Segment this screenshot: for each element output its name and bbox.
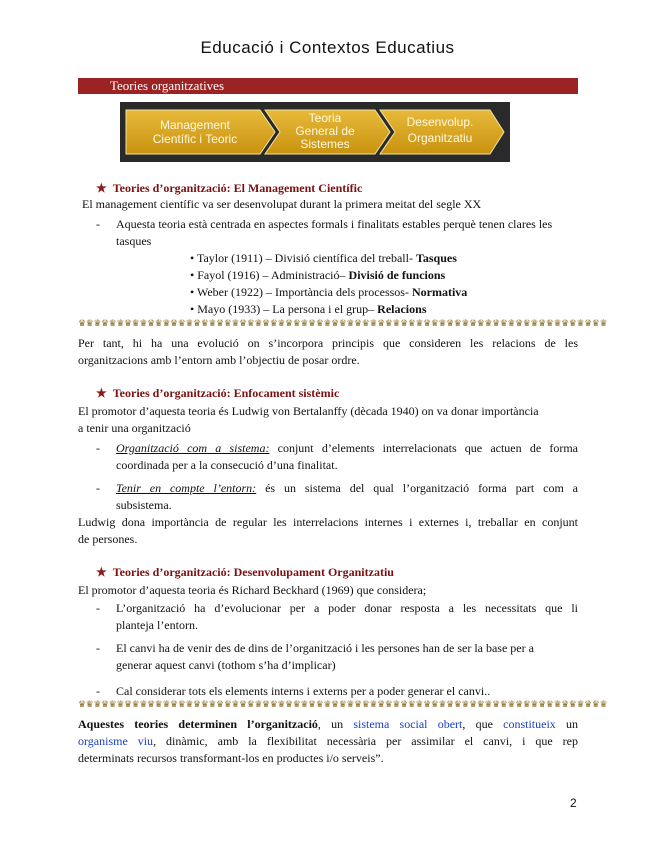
step-2-line-3: Sistemes bbox=[300, 137, 350, 151]
final-paragraph-line-1: Aquestes teories determinen l’organització, un sistema social obert, que constitueix un bbox=[78, 717, 579, 731]
s1-intro: El management científic va ser desenvolupat durant la primera meitat del segle XX bbox=[82, 197, 482, 211]
star-icon: ★ bbox=[96, 386, 107, 400]
s2-list-item-1-cont: coordinada per a la consecució d’una finalitat. bbox=[116, 458, 338, 472]
star-icon: ★ bbox=[96, 181, 107, 195]
final-paragraph-line-3: determinats recursos transformant-los en productes i/o serveis”. bbox=[78, 751, 384, 765]
process-diagram bbox=[120, 102, 510, 162]
page-number: 2 bbox=[570, 796, 577, 810]
bullet-mayo: • Mayo (1933) – La persona i el grup– Relacions bbox=[190, 302, 427, 316]
step-2-line-2: General de bbox=[295, 124, 355, 138]
s1-list-item-cont: tasques bbox=[116, 234, 152, 248]
step-2-line-1: Teoria bbox=[308, 111, 342, 125]
s2-list-item-2-cont: subsistema. bbox=[116, 498, 172, 512]
s2-intro-line-1: El promotor d’aquesta teoria és Ludwig von Bertalanffy (dècada 1940) on va donar importància bbox=[78, 404, 539, 418]
step-3-line-2: Organitzatiu bbox=[407, 131, 473, 145]
section-1-heading: ★ Teories d’organització: El Management Científic bbox=[96, 181, 363, 195]
ornament-divider: ♛♛♛♛♛♛♛♛♛♛♛♛♛♛♛♛♛♛♛♛♛♛♛♛♛♛♛♛♛♛♛♛♛♛♛♛♛♛♛♛♛♛♛♛♛♛♛♛♛♛♛♛♛♛♛♛♛♛♛♛♛♛♛♛♛♛♛♛♛ bbox=[78, 318, 608, 328]
s3-list-item-2-cont: generar aquest canvi (tothom s’ha d’implicar) bbox=[116, 658, 336, 672]
ornament-divider-2: ♛♛♛♛♛♛♛♛♛♛♛♛♛♛♛♛♛♛♛♛♛♛♛♛♛♛♛♛♛♛♛♛♛♛♛♛♛♛♛♛♛♛♛♛♛♛♛♛♛♛♛♛♛♛♛♛♛♛♛♛♛♛♛♛♛♛♛♛♛ bbox=[78, 699, 608, 709]
s2-paragraph-line-1: Ludwig dona importància de regular les interrelacions internes i externes i, treballar en conjunt bbox=[78, 515, 578, 529]
section-2-heading: ★ Teories d’organització: Enfocament sistèmic bbox=[96, 386, 340, 400]
section-3-heading: ★ Teories d’organització: Desenvolupament Organitzatiu bbox=[96, 565, 394, 579]
bullet-weber: • Weber (1922) – Importància dels processos- Normativa bbox=[190, 285, 468, 299]
section-bar: Teories organitzatives bbox=[78, 78, 578, 94]
step-1-line-2: Científic i Teoric bbox=[152, 132, 238, 146]
s3-list-item-1-cont: planteja l’entorn. bbox=[116, 618, 198, 632]
final-paragraph-line-2: organisme viu, dinàmic, amb la flexibilitat necessària per assimilar el canvi, i que rep bbox=[78, 734, 578, 748]
s2-paragraph-line-2: de persones. bbox=[78, 532, 138, 546]
bullet-fayol: • Fayol (1916) – Administració– Divisió de funcions bbox=[190, 268, 446, 282]
step-1-line-1: Management bbox=[159, 118, 231, 132]
s1-paragraph-line-1: Per tant, hi ha una evolució on s’incorpora principis que consideren les relacions de les bbox=[78, 336, 578, 350]
s3-intro: El promotor d’aquesta teoria és Richard Beckhard (1969) que considera; bbox=[78, 583, 427, 597]
bullet-taylor: • Taylor (1911) – Divisió científica del treball- Tasques bbox=[190, 251, 457, 265]
s1-paragraph-line-2: organitzacions amb l’entorn amb l’objectiu de posar ordre. bbox=[78, 353, 360, 367]
step-3-line-1: Desenvolup. bbox=[406, 115, 474, 129]
page-title: Educació i Contextos Educatius bbox=[200, 38, 455, 57]
star-icon: ★ bbox=[96, 565, 107, 579]
s2-intro-line-2: a tenir una organització bbox=[78, 421, 191, 435]
